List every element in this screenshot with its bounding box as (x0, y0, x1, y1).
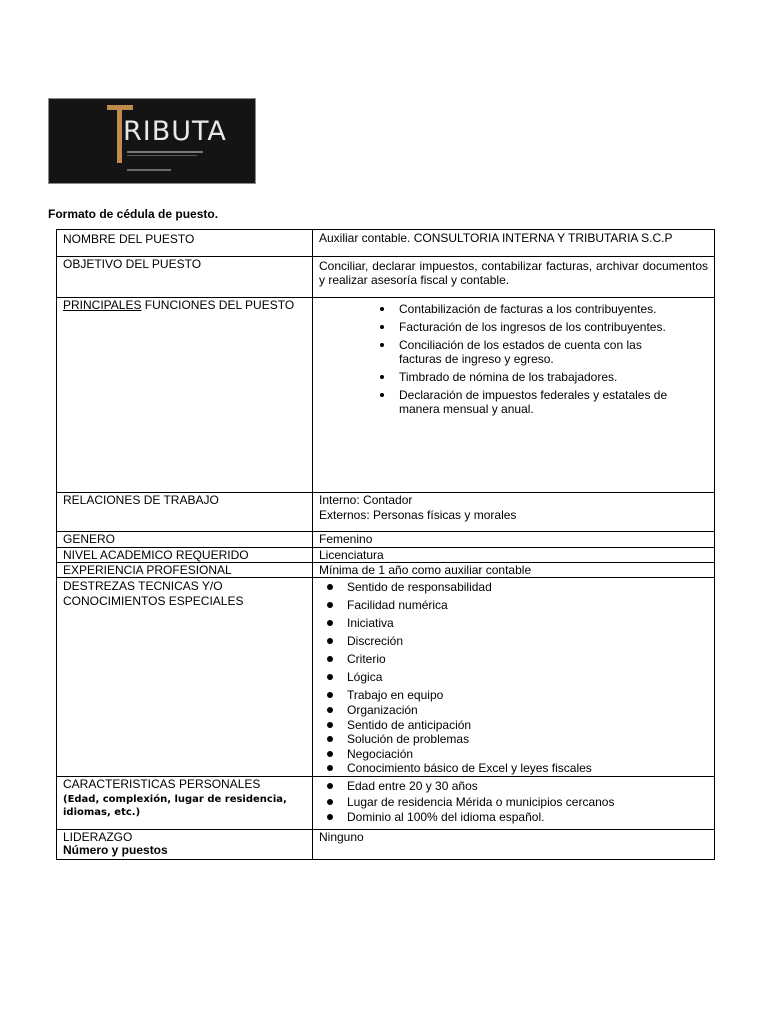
label-caracteristicas-note: (Edad, complexión, lugar de residencia, idiomas, etc.) (63, 793, 287, 818)
value-destrezas (313, 578, 715, 777)
list-item: Conocimiento básico de Excel y leyes fiscales (319, 761, 708, 776)
list-item: Facilidad numérica (319, 598, 708, 612)
row-nombre (57, 230, 715, 257)
value-liderazgo: Ninguno (313, 829, 715, 859)
company-logo (48, 98, 256, 184)
value-relaciones (313, 493, 715, 532)
list-item: Criterio (319, 652, 708, 666)
list-item: Dominio al 100% del idioma español. (319, 810, 708, 824)
value-nivel: Licenciatura (313, 548, 715, 563)
list-item: Conciliación de los estados de cuenta con las facturas de ingreso y egreso. (319, 338, 674, 366)
row-experiencia (57, 563, 715, 578)
row-genero (57, 532, 715, 548)
value-genero: Femenino (313, 532, 715, 548)
list-item: Sentido de responsabilidad (319, 580, 708, 594)
list-item: Facturación de los ingresos de los contribuyentes. (319, 320, 674, 334)
list-item: Contabilización de facturas a los contribuyentes. (319, 302, 674, 316)
label-objetivo: OBJETIVO DEL PUESTO (57, 257, 313, 298)
label-funciones-underlined: PRINCIPALES (63, 298, 142, 312)
list-item: Trabajo en equipo (319, 688, 708, 702)
label-destrezas (57, 578, 313, 777)
list-item: Iniciativa (319, 616, 708, 630)
document-heading: Formato de cédula de puesto. (48, 207, 219, 221)
label-liderazgo-sub: Número y puestos (63, 842, 168, 857)
relaciones-externos: Externos: Personas físicas y morales (319, 508, 517, 522)
list-item: Discreción (319, 634, 708, 648)
value-caracteristicas (313, 776, 715, 829)
logo-tagline (127, 151, 203, 153)
label-caracteristicas-title: CARACTERISTICAS PERSONALES (63, 776, 261, 791)
logo-tagline-rule (127, 155, 197, 156)
logo-url (127, 169, 171, 171)
list-item: Lógica (319, 670, 708, 684)
list-item: Organización (319, 703, 708, 718)
label-destrezas-line1: DESTREZAS TECNICAS Y/O (63, 579, 223, 593)
row-funciones (57, 298, 715, 493)
row-caracteristicas (57, 776, 715, 829)
logo-letter-t (107, 105, 121, 163)
destrezas-list (319, 580, 708, 776)
label-funciones-rest: FUNCIONES DEL PUESTO (141, 298, 295, 312)
label-liderazgo-title: LIDERAZGO (63, 829, 133, 844)
job-profile-table (56, 229, 715, 860)
relaciones-interno: Interno: Contador (319, 493, 413, 507)
row-liderazgo (57, 829, 715, 859)
label-caracteristicas (57, 776, 313, 829)
logo-wordmark: RIBUTA (123, 116, 227, 147)
label-relaciones: RELACIONES DE TRABAJO (57, 493, 313, 532)
row-nivel (57, 548, 715, 563)
value-funciones (313, 298, 715, 493)
list-item: Lugar de residencia Mérida o municipios cercanos (319, 795, 708, 809)
caracteristicas-list (319, 779, 708, 824)
value-nombre: Auxiliar contable. CONSULTORIA INTERNA Y TRIBUTARIA S.C.P (313, 230, 715, 257)
row-destrezas (57, 578, 715, 777)
label-nivel: NIVEL ACADEMICO REQUERIDO (57, 548, 313, 563)
list-item: Timbrado de nómina de los trabajadores. (319, 370, 674, 384)
value-experiencia: Mínima de 1 año como auxiliar contable (313, 563, 715, 578)
label-destrezas-line2: CONOCIMIENTOS ESPECIALES (63, 594, 244, 608)
list-item: Negociación (319, 747, 708, 762)
row-relaciones (57, 493, 715, 532)
label-experiencia: EXPERIENCIA PROFESIONAL (57, 563, 313, 578)
label-liderazgo (57, 829, 313, 859)
label-genero: GENERO (57, 532, 313, 548)
list-item: Declaración de impuestos federales y estatales de manera mensual y anual. (319, 388, 674, 416)
list-item: Edad entre 20 y 30 años (319, 779, 708, 793)
row-objetivo (57, 257, 715, 298)
list-item: Solución de problemas (319, 732, 708, 747)
label-funciones (57, 298, 313, 493)
label-nombre: NOMBRE DEL PUESTO (57, 230, 313, 257)
list-item: Sentido de anticipación (319, 718, 708, 733)
value-objetivo: Conciliar, declarar impuestos, contabilizar facturas, archivar documentos y realizar asesoría fiscal y contable. (313, 257, 715, 298)
funciones-list (319, 302, 674, 416)
